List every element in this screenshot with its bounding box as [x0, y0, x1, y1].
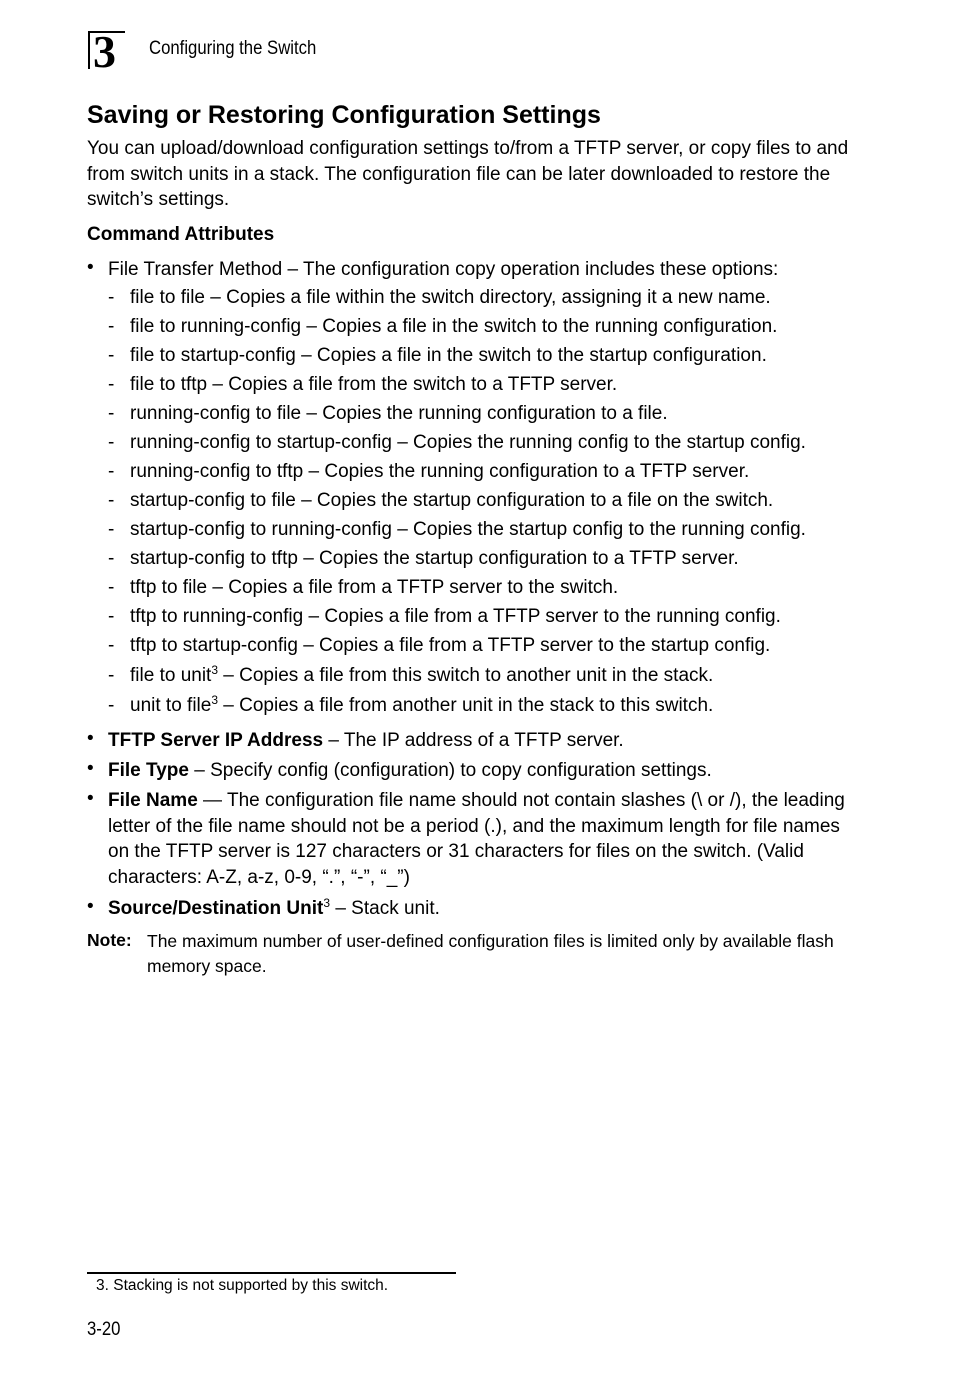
option-text: tftp to running-config – Copies a file from a TFTP server to the running config.	[130, 606, 781, 627]
bullet-mark: •	[87, 257, 94, 278]
option-text: file to startup-config – Copies a file in the switch to the startup configuration.	[130, 345, 767, 366]
page-number: 3-20	[87, 1319, 121, 1340]
footnote-ref: 3	[211, 663, 219, 677]
section-title: Saving or Restoring Configuration Settings	[87, 101, 601, 129]
note-label: Note:	[87, 930, 132, 950]
option-text: file to tftp – Copies a file from the switch to a TFTP server.	[130, 374, 618, 395]
footnote-ref: 3	[211, 693, 219, 707]
running-title: Configuring the Switch	[149, 38, 317, 59]
option-text: startup-config to running-config – Copies the startup config to the running config.	[130, 519, 806, 540]
option-text: running-config to startup-config – Copies the running config to the startup config.	[130, 432, 806, 453]
option-text: file to running-config – Copies a file in the switch to the running configuration.	[130, 316, 778, 337]
footnote-rule	[87, 1272, 456, 1274]
option-text: unit to file$^3$ – Copies a file from another unit in the stack to this switch.	[130, 693, 714, 716]
intro-paragraph: You can upload/download configuration settings to/from a TFTP server, or copy files to and from switch units in a stack. The configuration file can be later downloaded to restore the switch’s settings.	[87, 138, 849, 210]
option-text: file to unit$^3$ – Copies a file from this switch to another unit in the stack.	[130, 663, 714, 686]
chapter-number: 3	[93, 26, 116, 77]
footnote-ref: 3	[323, 896, 331, 910]
option-text: startup-config to file – Copies the startup configuration to a file on the switch.	[130, 490, 774, 511]
option-text: tftp to startup-config – Copies a file from a TFTP server to the startup config.	[130, 635, 771, 656]
footnote: 3. Stacking is not supported by this switch.	[96, 1277, 389, 1294]
option-text: file to file – Copies a file within the switch directory, assigning it a new name.	[130, 287, 771, 308]
note-text: The maximum number of user-defined configuration files is limited only by available flash memory space.	[147, 931, 834, 976]
subheading-command-attributes: Command Attributes	[87, 224, 275, 245]
option-text: tftp to file – Copies a file from a TFTP server to the switch.	[130, 577, 619, 598]
option-text: running-config to file – Copies the running configuration to a file.	[130, 403, 668, 424]
option-text: startup-config to tftp – Copies the startup configuration to a TFTP server.	[130, 548, 739, 569]
option-text: running-config to tftp – Copies the running configuration to a TFTP server.	[130, 461, 750, 482]
bullet-text: File Transfer Method – The configuration copy operation includes these options:	[108, 259, 779, 280]
